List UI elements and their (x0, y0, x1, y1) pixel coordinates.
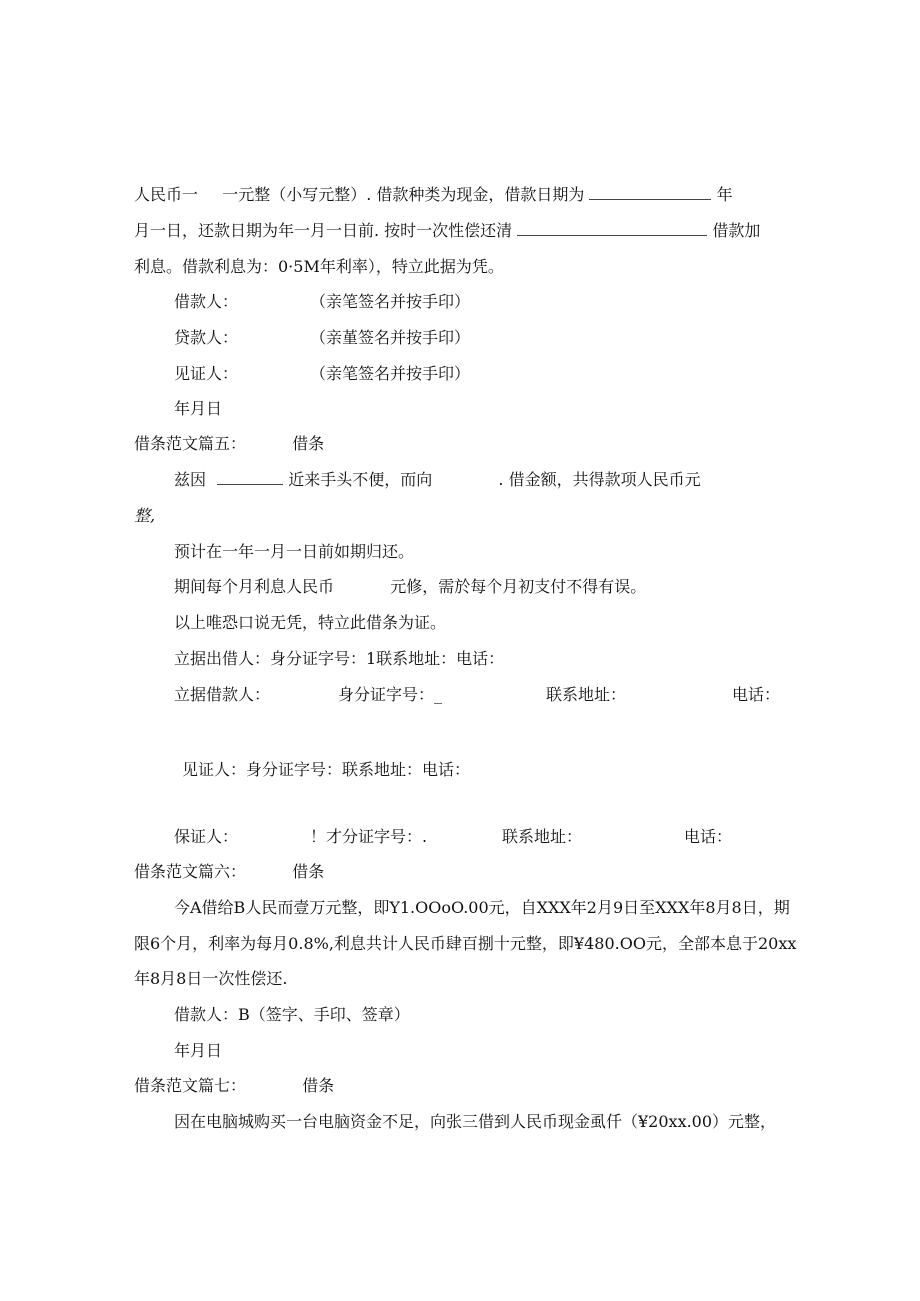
sec5-line-4 (174, 576, 646, 598)
sec4-line-1-a: 人民币一 (134, 185, 199, 204)
sec5-line-4-a: 期间每个月利息人民币 (174, 577, 335, 596)
sec4-line-2-b: 借款加 (712, 221, 761, 240)
sec7-heading-subtitle: 借条 (302, 1076, 335, 1095)
sec5-line-1 (174, 469, 701, 491)
sec6-line-5: 年月日 (174, 1041, 223, 1060)
sec5-line-5: 以上唯恐口说无凭，特立此借条为证。 (174, 613, 447, 632)
sec5-line-9-a: 保证人： (174, 827, 239, 846)
sec5-heading-title: 借条范文篇五： (134, 434, 247, 453)
blank-field (217, 470, 283, 485)
sec7-heading (134, 1075, 334, 1097)
sec5-line-7-c: 联系地址： (546, 685, 627, 704)
sec4-line-3: 利息。借款利息为：0·5M年利率），特立此据为凭。 (134, 257, 504, 276)
sec6-heading (134, 861, 324, 883)
sec7-heading-title: 借条范文篇七： (134, 1076, 247, 1095)
blank-field (589, 185, 711, 200)
sec6-heading-subtitle: 借条 (292, 862, 325, 881)
sec4-witness-note: （亲笔签名并按手印） (310, 364, 471, 383)
sec5-line-7-a: 立据借款人： (174, 685, 271, 704)
sec4-line-2-a: 月一日，还款日期为年一月一日前. 按时一次性偿还清 (134, 221, 513, 240)
sec5-line-7-b: 身分证字号：_ (338, 685, 443, 704)
sec5-line-1-a: 兹因 (174, 470, 207, 489)
sec4-witness-label: 见证人： (174, 364, 239, 383)
sec6-line-1: 今A借给B人民而壹万元整，即Y1.OOoO.00元，自XXX年2月9日至XXX年8月8日，期 (174, 898, 790, 917)
sec4-line-2 (134, 220, 760, 242)
sec4-lender-label: 贷款人： (174, 328, 239, 347)
sec5-heading (134, 433, 324, 455)
sec4-line-1 (134, 184, 733, 206)
sec4-line-1-b: 一元整（小写元整）. 借款种类为现金，借款日期为 (222, 185, 585, 204)
sec7-line-1: 因在电脑城购买一台电脑资金不足，向张三借到人民币现金虱仟（¥20xx.00）元整， (174, 1112, 777, 1131)
sec5-line-7-d: 电话： (732, 685, 781, 704)
sec5-line-1-b: 近来手头不便，而向 (288, 470, 433, 489)
sec5-line-9-d: 电话： (684, 827, 733, 846)
sec5-line-8: 见证人：身分证字号：联系地址：电话： (182, 760, 471, 779)
sec5-line-3: 预计在一年一月一日前如期归还。 (174, 542, 415, 561)
sec6-line-4: 借款人：B（签字、手印、签章） (174, 1005, 410, 1024)
sec4-borrower-label: 借款人： (174, 292, 239, 311)
sec4-borrower-note: （亲笔签名并按手印） (310, 292, 471, 311)
sec6-line-3: 年8月8日一次性偿还. (134, 969, 288, 988)
sec5-line-4-b: 元修，需於每个月初支付不得有误。 (390, 577, 647, 596)
sec5-line-9-c: 联系地址： (502, 827, 583, 846)
sec5-line-9-b: ！才分证字号：. (310, 827, 428, 846)
sec5-line-2: 整, (134, 506, 156, 525)
sec4-lender-note: （亲堇签名并按手印） (310, 328, 471, 347)
sec4-date: 年月日 (174, 399, 223, 418)
sec6-heading-title: 借条范文篇六： (134, 862, 247, 881)
blank-field (517, 221, 707, 236)
sec6-line-2: 限6个月，利率为每月0.8%,利息共计人民币肆百捌十元整，即¥480.OO元，全部本息于20xx (134, 934, 797, 953)
sec5-line-1-c: . 借金额，共得款项人民币元 (498, 470, 701, 489)
sec5-line-6: 立据出借人：身分证字号：1联系地址：电话： (174, 649, 505, 668)
sec4-line-1-c: 年 (716, 185, 733, 204)
sec5-heading-subtitle: 借条 (292, 434, 325, 453)
